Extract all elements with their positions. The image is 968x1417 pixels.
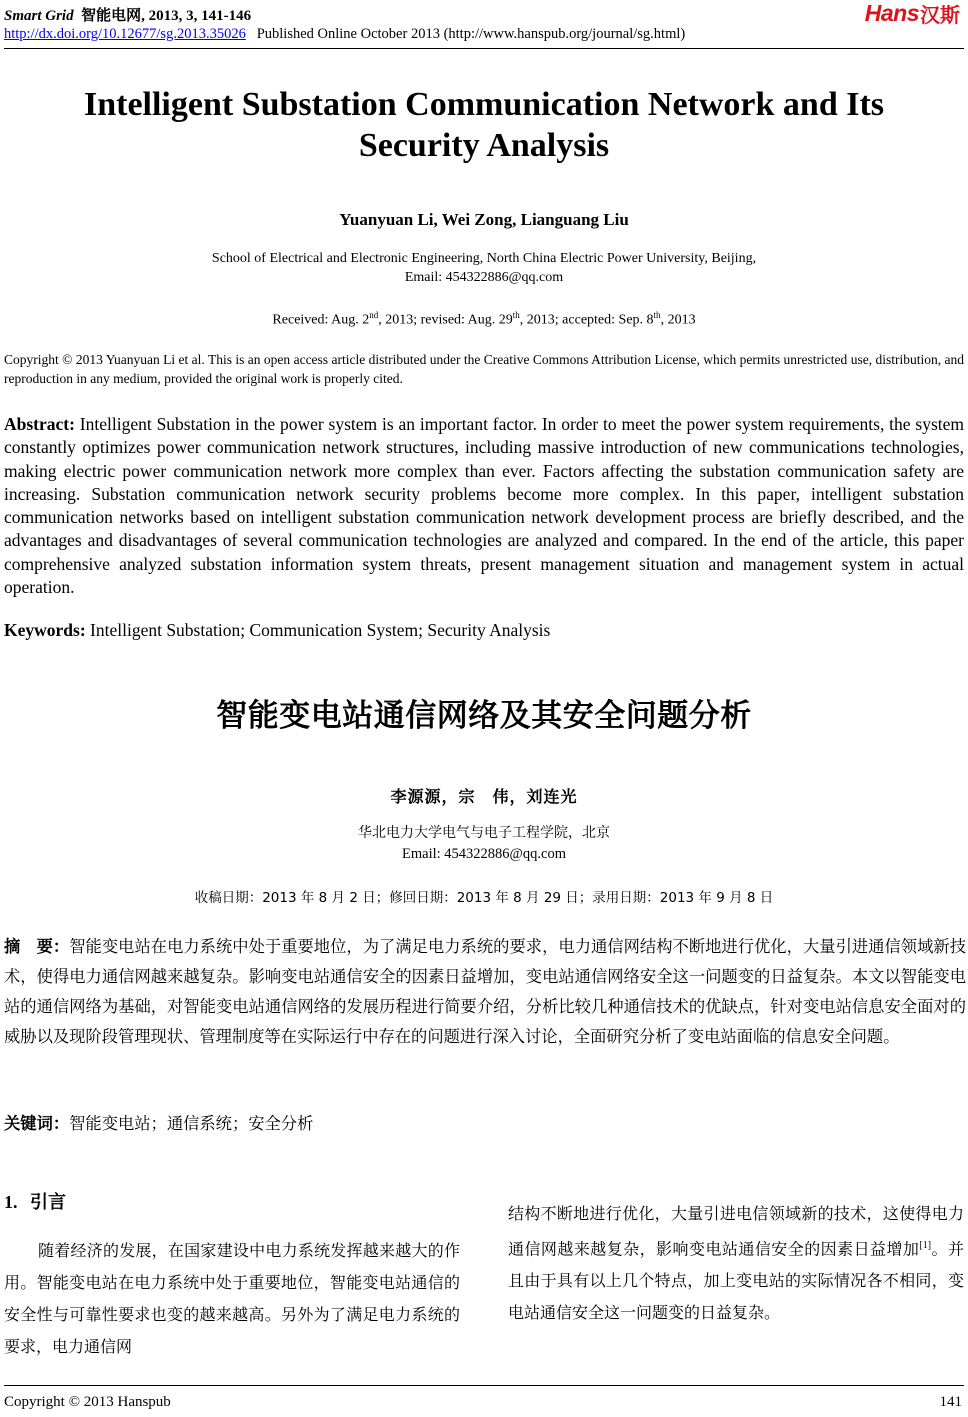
received-dates-cn: 收稿日期：2013 年 8 月 2 日；修回日期：2013 年 8 月 29 日；录用日期：2013 年 9 月 8 日 bbox=[194, 890, 774, 906]
received-b: , 2013; revised: Aug. 29 bbox=[378, 312, 513, 328]
published-online: Published Online October 2013 (http://www.hanspub.org/journal/sg.html) bbox=[256, 26, 686, 42]
hans-logo bbox=[865, 0, 960, 26]
received-d: , 2013 bbox=[660, 312, 696, 328]
journal-name: Smart Grid bbox=[4, 8, 74, 24]
copyright-notice: Copyright © 2013 Yuanyuan Li et al. This is an open access article distributed under the Creative Commons Attribution License, which permits unrestricted use, distribution, and reproduction in any medium, provided the original work is properly cited. bbox=[4, 352, 964, 386]
abstract-cn-label: 摘 要： bbox=[4, 937, 70, 956]
header-line2 bbox=[4, 26, 685, 43]
section-title: 引言 bbox=[30, 1192, 67, 1213]
keywords-en bbox=[4, 620, 964, 641]
received-a: Received: Aug. 2 bbox=[272, 312, 370, 328]
body-column-left: 随着经济的发展，在国家建设中电力系统发挥越来越大的作用。智能变电站在电力系统中处于重要地位，智能变电站通信的安全性与可靠性要求也变的越来越高。另外为了满足电力系统的要求，电力通信网 bbox=[4, 1241, 460, 1356]
abstract-cn-text: 智能变电站在电力系统中处于重要地位，为了满足电力系统的要求，电力通信网结构不断地进行优化，大量引进通信领域新技术，使得电力通信网越来越复杂。影响变电站通信安全的因素日益增加，变电站通信网络安全这一问题变的日益复杂。本文以智能变电站的通信网络为基础，对智能变电站通信网络的发展历程进行简要介绍，分析比较几种通信技术的优缺点，针对变电站信息安全面对的威胁以及现阶段管理现状、管理制度等在实际运行中存在的问题进行深入讨论，全面研究分析了变电站面临的信息安全问题。 bbox=[4, 937, 966, 1046]
paper-title-cn: 智能变电站通信网络及其安全问题分析 bbox=[216, 698, 752, 734]
abstract-label: Abstract: bbox=[4, 414, 75, 434]
email-en: Email: 454322886@qq.com bbox=[404, 270, 564, 285]
received-c: , 2013; accepted: Sep. 8 bbox=[519, 312, 654, 328]
section-heading bbox=[4, 1188, 66, 1214]
logo-en: Hans bbox=[864, 0, 919, 26]
keywords-text: Intelligent Substation; Communication System; Security Analysis bbox=[90, 620, 551, 640]
received-b-sup: th bbox=[512, 310, 520, 320]
abstract-text: Intelligent Substation in the power system is an important factor. In order to meet the power system requirements, the system constantly optimizes power communication network structures, including massive introduction of new communications technologies, making electric power communication network more complex than ever. Factors affecting the substation communication safety are increasing. Substation communication network security problems become more complex. In this paper, intelligent substation communication networks based on intelligent substation communication network development process are briefly described, and the advantages and disadvantages of several communication technologies are analyzed and compared. In the end of the article, this paper comprehensive analyzed substation information system threats, present management situation and management system in actual operation. bbox=[4, 414, 964, 598]
journal-cn-info: 智能电网, 2013, 3, 141-146 bbox=[81, 8, 252, 24]
affiliation-cn-text: 华北电力大学电气与电子工程学院，北京 bbox=[358, 825, 610, 841]
header-rule bbox=[4, 48, 964, 49]
authors-cn: 李源源，宗 伟，刘连光 bbox=[390, 787, 578, 806]
received-dates-en bbox=[0, 310, 968, 329]
section-number: 1. bbox=[4, 1192, 18, 1212]
keywords-cn-text: 智能变电站；通信系统；安全分析 bbox=[69, 1114, 314, 1133]
received-a-sup: nd bbox=[369, 310, 379, 320]
footer-rule bbox=[4, 1385, 964, 1386]
authors-en: Yuanyuan Li, Wei Zong, Lianguang Liu bbox=[339, 210, 629, 229]
page-header bbox=[4, 0, 964, 50]
affiliation-en bbox=[0, 249, 968, 287]
footer-copyright: Copyright © 2013 Hanspub bbox=[4, 1394, 171, 1410]
page-number: 141 bbox=[939, 1394, 962, 1410]
abstract-en bbox=[4, 413, 964, 599]
keywords-label: Keywords: bbox=[4, 620, 86, 640]
right-text-a: 结构不断地进行优化，大量引进电信领域新的技术，这使得电力通信网越来越复杂，影响变电站通信安全的因素日益增加 bbox=[508, 1204, 964, 1259]
email-cn: Email: 454322886@qq.com bbox=[402, 846, 566, 862]
body-column-right bbox=[508, 1198, 964, 1329]
doi-link[interactable]: http://dx.doi.org/10.12677/sg.2013.35026 bbox=[4, 26, 246, 42]
right-text-b: 。并且由于具有以上几个特点，加上变电站的实际情况各不相同，变电站通信安全这一问题变的日益复杂。 bbox=[508, 1239, 964, 1323]
affiliation-cn bbox=[0, 823, 968, 865]
affiliation-en-text: School of Electrical and Electronic Engineering, North China Electric Power University, Beijing, bbox=[211, 251, 757, 266]
abstract-cn bbox=[4, 932, 966, 1052]
citation-1[interactable]: [1] bbox=[919, 1240, 932, 1251]
received-c-sup: th bbox=[653, 310, 661, 320]
keywords-cn-label: 关键词： bbox=[4, 1114, 70, 1133]
journal-info bbox=[4, 4, 251, 25]
logo-cn: 汉斯 bbox=[920, 2, 960, 27]
keywords-cn bbox=[4, 1110, 964, 1134]
paper-title-en: Intelligent Substation Communication Network and Its Security Analysis bbox=[83, 86, 885, 164]
